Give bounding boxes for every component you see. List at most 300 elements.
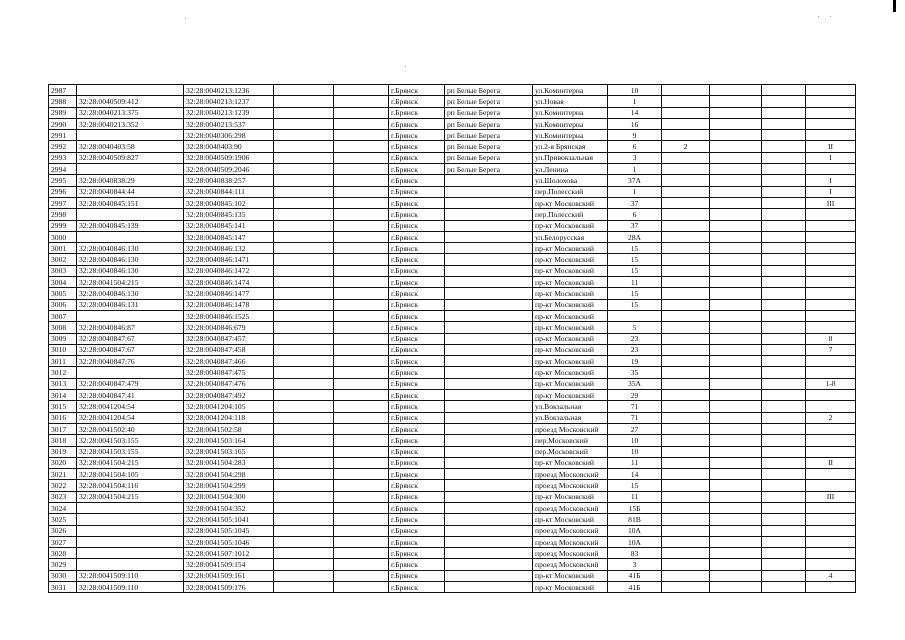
flat-number-cell — [662, 243, 710, 254]
flat-number-cell — [662, 197, 710, 208]
cadastral-number-cell: 32:28:0040846:1472 — [184, 265, 274, 276]
flat-number-cell — [662, 220, 710, 231]
empty-cell — [334, 502, 389, 513]
empty-cell — [334, 446, 389, 457]
row-number-cell: 3030 — [49, 570, 77, 581]
house-number-cell: 15 — [608, 254, 662, 265]
city-cell: г.Брянск — [389, 107, 445, 118]
empty-cell — [274, 390, 334, 401]
cadastral-number-cell: 32:28:0041504:298 — [184, 469, 274, 480]
city-cell: г.Брянск — [389, 435, 445, 446]
house-number-cell: 15Б — [608, 502, 662, 513]
empty-cell — [274, 469, 334, 480]
cadastral-number-cell: 32:28:0041502:58 — [184, 423, 274, 434]
empty-cell — [334, 118, 389, 129]
cadastral-number-cell: 32:28:0040847:492 — [184, 390, 274, 401]
table-row — [49, 164, 856, 175]
room-number-cell — [806, 220, 856, 231]
house-number-cell: 41Б — [608, 570, 662, 581]
settlement-cell — [445, 378, 533, 389]
row-number-cell: 2988 — [49, 96, 77, 107]
empty-cell — [710, 186, 762, 197]
table-row — [49, 390, 856, 401]
empty-cell — [762, 570, 806, 581]
settlement-cell: рп Белые Берега — [445, 107, 533, 118]
cadastral-number-cell: 32:28:0040846:132 — [184, 243, 274, 254]
flat-number-cell — [662, 344, 710, 355]
city-cell: г.Брянск — [389, 536, 445, 547]
house-number-cell: 15 — [608, 288, 662, 299]
house-number-cell: 81В — [608, 514, 662, 525]
row-number-cell: 3016 — [49, 412, 77, 423]
city-cell: г.Брянск — [389, 164, 445, 175]
flat-number-cell — [662, 390, 710, 401]
street-cell: пр-кт Московский — [533, 514, 608, 525]
empty-cell — [762, 243, 806, 254]
settlement-cell — [445, 356, 533, 367]
previous-cadastral-number-cell — [77, 209, 184, 220]
street-cell: пр-кт Московский — [533, 491, 608, 502]
table-row — [49, 243, 856, 254]
row-number-cell: 3009 — [49, 333, 77, 344]
table-row — [49, 220, 856, 231]
settlement-cell — [445, 277, 533, 288]
street-cell: ул.Привокзальная — [533, 152, 608, 163]
flat-number-cell — [662, 536, 710, 547]
row-number-cell: 3017 — [49, 423, 77, 434]
row-number-cell: 3006 — [49, 299, 77, 310]
street-cell: ул.Белорусская — [533, 231, 608, 242]
house-number-cell: 10А — [608, 536, 662, 547]
empty-cell — [274, 570, 334, 581]
street-cell: ул.2-я Брянская — [533, 141, 608, 152]
empty-cell — [334, 85, 389, 96]
city-cell: г.Брянск — [389, 141, 445, 152]
house-number-cell: 37 — [608, 220, 662, 231]
empty-cell — [334, 231, 389, 242]
city-cell: г.Брянск — [389, 96, 445, 107]
row-number-cell: 2999 — [49, 220, 77, 231]
empty-cell — [710, 446, 762, 457]
empty-cell — [274, 367, 334, 378]
row-number-cell: 3000 — [49, 231, 77, 242]
street-cell: пр-кт Московский — [533, 265, 608, 276]
cadastral-number-cell: 32:28:0041507:1012 — [184, 548, 274, 559]
house-number-cell: 15 — [608, 480, 662, 491]
settlement-cell — [445, 401, 533, 412]
empty-cell — [710, 130, 762, 141]
empty-cell — [710, 299, 762, 310]
table-row — [49, 141, 856, 152]
room-number-cell — [806, 469, 856, 480]
table-row — [49, 231, 856, 242]
flat-number-cell — [662, 570, 710, 581]
scan-speck — [405, 66, 406, 67]
cadastral-number-cell: 32:28:0040846:1471 — [184, 254, 274, 265]
street-cell: пер.Московский — [533, 435, 608, 446]
row-number-cell: 3019 — [49, 446, 77, 457]
empty-cell — [274, 265, 334, 276]
room-number-cell: I — [806, 175, 856, 186]
table-row — [49, 118, 856, 129]
previous-cadastral-number-cell: 32:28:0040846:130 — [77, 288, 184, 299]
table-row — [49, 107, 856, 118]
settlement-cell — [445, 480, 533, 491]
table-row — [49, 525, 856, 536]
cadastral-number-cell: 32:28:0040844:111 — [184, 186, 274, 197]
empty-cell — [710, 378, 762, 389]
city-cell: г.Брянск — [389, 130, 445, 141]
street-cell: пр-кт Московский — [533, 367, 608, 378]
empty-cell — [710, 457, 762, 468]
settlement-cell — [445, 322, 533, 333]
empty-cell — [274, 107, 334, 118]
empty-cell — [334, 570, 389, 581]
house-number-cell: 3 — [608, 559, 662, 570]
room-number-cell — [806, 423, 856, 434]
empty-cell — [274, 525, 334, 536]
empty-cell — [274, 423, 334, 434]
cadastral-number-cell: 32:28:0040847:458 — [184, 344, 274, 355]
table-row — [49, 412, 856, 423]
table-row — [49, 570, 856, 581]
previous-cadastral-number-cell: 32:28:0041204:54 — [77, 412, 184, 423]
settlement-cell — [445, 525, 533, 536]
empty-cell — [334, 333, 389, 344]
flat-number-cell — [662, 401, 710, 412]
empty-cell — [274, 536, 334, 547]
row-number-cell: 3031 — [49, 582, 77, 593]
room-number-cell: I — [806, 186, 856, 197]
table-row — [49, 401, 856, 412]
flat-number-cell — [662, 186, 710, 197]
empty-cell — [334, 548, 389, 559]
empty-cell — [762, 344, 806, 355]
previous-cadastral-number-cell: 32:28:0040846:130 — [77, 254, 184, 265]
empty-cell — [334, 299, 389, 310]
empty-cell — [274, 231, 334, 242]
city-cell: г.Брянск — [389, 356, 445, 367]
empty-cell — [274, 186, 334, 197]
city-cell: г.Брянск — [389, 186, 445, 197]
street-cell: пр-кт Московский — [533, 390, 608, 401]
empty-cell — [274, 333, 334, 344]
table-row — [49, 130, 856, 141]
empty-cell — [710, 491, 762, 502]
settlement-cell — [445, 231, 533, 242]
street-cell: пр-кт Московский — [533, 344, 608, 355]
empty-cell — [710, 582, 762, 593]
settlement-cell — [445, 570, 533, 581]
house-number-cell: 1 — [608, 164, 662, 175]
empty-cell — [710, 288, 762, 299]
city-cell: г.Брянск — [389, 570, 445, 581]
empty-cell — [762, 197, 806, 208]
empty-cell — [710, 310, 762, 321]
room-number-cell — [806, 401, 856, 412]
street-cell: проезд Московский — [533, 480, 608, 491]
previous-cadastral-number-cell — [77, 310, 184, 321]
cadastral-number-cell: 32:28:0040213:1239 — [184, 107, 274, 118]
street-cell: пр-кт Московский — [533, 356, 608, 367]
empty-cell — [762, 310, 806, 321]
cadastral-number-cell: 32:28:0041505:1046 — [184, 536, 274, 547]
empty-cell — [274, 85, 334, 96]
flat-number-cell — [662, 175, 710, 186]
previous-cadastral-number-cell — [77, 525, 184, 536]
row-number-cell: 3022 — [49, 480, 77, 491]
house-number-cell: 28А — [608, 231, 662, 242]
empty-cell — [334, 536, 389, 547]
street-cell: ул.Коминтерна — [533, 107, 608, 118]
empty-cell — [710, 435, 762, 446]
city-cell: г.Брянск — [389, 469, 445, 480]
flat-number-cell: 2 — [662, 141, 710, 152]
table-row — [49, 209, 856, 220]
empty-cell — [334, 356, 389, 367]
empty-cell — [334, 412, 389, 423]
cadastral-number-cell: 32:28:0040845:135 — [184, 209, 274, 220]
empty-cell — [710, 164, 762, 175]
house-number-cell: 11 — [608, 277, 662, 288]
city-cell: г.Брянск — [389, 457, 445, 468]
previous-cadastral-number-cell: 32:28:0040847:67 — [77, 333, 184, 344]
settlement-cell — [445, 299, 533, 310]
table-row — [49, 299, 856, 310]
room-number-cell — [806, 243, 856, 254]
house-number-cell: 23 — [608, 333, 662, 344]
cadastral-number-cell: 32:28:0040845:147 — [184, 231, 274, 242]
flat-number-cell — [662, 254, 710, 265]
empty-cell — [710, 344, 762, 355]
empty-cell — [762, 480, 806, 491]
previous-cadastral-number-cell — [77, 367, 184, 378]
settlement-cell — [445, 333, 533, 344]
house-number-cell: 27 — [608, 423, 662, 434]
empty-cell — [274, 118, 334, 129]
city-cell: г.Брянск — [389, 559, 445, 570]
empty-cell — [274, 356, 334, 367]
street-cell: пр-кт Московский — [533, 299, 608, 310]
street-cell: проезд Московский — [533, 469, 608, 480]
empty-cell — [710, 367, 762, 378]
cadastral-number-cell: 32:28:0040306:298 — [184, 130, 274, 141]
settlement-cell — [445, 457, 533, 468]
empty-cell — [762, 254, 806, 265]
table-row — [49, 582, 856, 593]
street-cell: ул.Новая — [533, 96, 608, 107]
empty-cell — [274, 197, 334, 208]
room-number-cell — [806, 310, 856, 321]
house-number-cell: 19 — [608, 356, 662, 367]
previous-cadastral-number-cell: 32:28:0040213:352 — [77, 118, 184, 129]
settlement-cell — [445, 209, 533, 220]
room-number-cell — [806, 390, 856, 401]
row-number-cell: 3023 — [49, 491, 77, 502]
house-number-cell: 71 — [608, 412, 662, 423]
row-number-cell: 3018 — [49, 435, 77, 446]
room-number-cell — [806, 548, 856, 559]
city-cell: г.Брянск — [389, 322, 445, 333]
previous-cadastral-number-cell: 32:28:0040845:151 — [77, 197, 184, 208]
empty-cell — [710, 356, 762, 367]
row-number-cell: 2994 — [49, 164, 77, 175]
street-cell: пр-кт Московский — [533, 457, 608, 468]
flat-number-cell — [662, 548, 710, 559]
empty-cell — [762, 582, 806, 593]
previous-cadastral-number-cell: 32:28:0041503:155 — [77, 446, 184, 457]
empty-cell — [762, 514, 806, 525]
empty-cell — [334, 197, 389, 208]
empty-cell — [334, 457, 389, 468]
empty-cell — [274, 457, 334, 468]
city-cell: г.Брянск — [389, 231, 445, 242]
empty-cell — [274, 559, 334, 570]
previous-cadastral-number-cell: 32:28:0040509:412 — [77, 96, 184, 107]
room-number-cell — [806, 582, 856, 593]
previous-cadastral-number-cell — [77, 502, 184, 513]
settlement-cell — [445, 175, 533, 186]
empty-cell — [762, 469, 806, 480]
empty-cell — [274, 502, 334, 513]
room-number-cell: III — [806, 197, 856, 208]
table-row — [49, 469, 856, 480]
city-cell: г.Брянск — [389, 197, 445, 208]
previous-cadastral-number-cell: 32:28:0040847:67 — [77, 344, 184, 355]
empty-cell — [274, 412, 334, 423]
empty-cell — [334, 96, 389, 107]
empty-cell — [274, 175, 334, 186]
cadastral-number-cell: 32:28:0041505:1045 — [184, 525, 274, 536]
house-number-cell: 16 — [608, 118, 662, 129]
settlement-cell — [445, 186, 533, 197]
street-cell: пер.Московский — [533, 446, 608, 457]
house-number-cell: 35А — [608, 378, 662, 389]
flat-number-cell — [662, 525, 710, 536]
house-number-cell: 71 — [608, 401, 662, 412]
previous-cadastral-number-cell: 32:28:0041503:155 — [77, 435, 184, 446]
empty-cell — [710, 514, 762, 525]
room-number-cell: II — [806, 457, 856, 468]
scan-edge-mark — [893, 0, 896, 12]
empty-cell — [762, 231, 806, 242]
cadastral-number-cell: 32:28:0041509:161 — [184, 570, 274, 581]
empty-cell — [762, 288, 806, 299]
table-row — [49, 435, 856, 446]
city-cell: г.Брянск — [389, 344, 445, 355]
row-number-cell: 3024 — [49, 502, 77, 513]
table-row — [49, 277, 856, 288]
cadastral-number-cell: 32:28:0040213:1236 — [184, 85, 274, 96]
flat-number-cell — [662, 209, 710, 220]
flat-number-cell — [662, 356, 710, 367]
flat-number-cell — [662, 96, 710, 107]
city-cell: г.Брянск — [389, 367, 445, 378]
previous-cadastral-number-cell: 32:28:0041509:110 — [77, 582, 184, 593]
previous-cadastral-number-cell — [77, 85, 184, 96]
empty-cell — [710, 536, 762, 547]
empty-cell — [274, 164, 334, 175]
room-number-cell — [806, 96, 856, 107]
street-cell: пр-кт Московский — [533, 310, 608, 321]
row-number-cell: 3025 — [49, 514, 77, 525]
previous-cadastral-number-cell — [77, 164, 184, 175]
empty-cell — [762, 525, 806, 536]
empty-cell — [762, 152, 806, 163]
house-number-cell: 10 — [608, 446, 662, 457]
flat-number-cell — [662, 152, 710, 163]
table-row — [49, 491, 856, 502]
cadastral-number-cell: 32:28:0041503:165 — [184, 446, 274, 457]
street-cell: пр-кт Московский — [533, 197, 608, 208]
empty-cell — [762, 491, 806, 502]
street-cell: ул.Вокзальная — [533, 412, 608, 423]
street-cell: проезд Московский — [533, 559, 608, 570]
settlement-cell — [445, 310, 533, 321]
settlement-cell — [445, 254, 533, 265]
table-row — [49, 254, 856, 265]
empty-cell — [762, 333, 806, 344]
previous-cadastral-number-cell: 32:28:0041502:40 — [77, 423, 184, 434]
street-cell: проезд Московский — [533, 548, 608, 559]
previous-cadastral-number-cell: 32:28:0041504:215 — [77, 491, 184, 502]
city-cell: г.Брянск — [389, 412, 445, 423]
table-row — [49, 322, 856, 333]
empty-cell — [762, 435, 806, 446]
street-cell: ул.Коминтерна — [533, 130, 608, 141]
empty-cell — [710, 390, 762, 401]
table-row — [49, 548, 856, 559]
room-number-cell — [806, 299, 856, 310]
row-number-cell: 3005 — [49, 288, 77, 299]
room-number-cell — [806, 480, 856, 491]
city-cell: г.Брянск — [389, 514, 445, 525]
settlement-cell — [445, 548, 533, 559]
street-cell: проезд Московский — [533, 502, 608, 513]
settlement-cell: рп Белые Берега — [445, 118, 533, 129]
settlement-cell — [445, 491, 533, 502]
previous-cadastral-number-cell: 32:28:0041504:116 — [77, 480, 184, 491]
empty-cell — [334, 310, 389, 321]
empty-cell — [762, 536, 806, 547]
table-row — [49, 502, 856, 513]
empty-cell — [274, 310, 334, 321]
room-number-cell — [806, 514, 856, 525]
cadastral-number-cell: 32:28:0040846:1474 — [184, 277, 274, 288]
row-number-cell: 3011 — [49, 356, 77, 367]
row-number-cell: 3027 — [49, 536, 77, 547]
cadastral-number-cell: 32:28:0040845:102 — [184, 197, 274, 208]
street-cell: ул.Шолохова — [533, 175, 608, 186]
settlement-cell: рп Белые Берега — [445, 130, 533, 141]
previous-cadastral-number-cell — [77, 514, 184, 525]
empty-cell — [710, 85, 762, 96]
settlement-cell — [445, 412, 533, 423]
empty-cell — [334, 401, 389, 412]
row-number-cell: 3012 — [49, 367, 77, 378]
cadastral-number-cell: 32:28:0040213:1237 — [184, 96, 274, 107]
room-number-cell — [806, 164, 856, 175]
cadastral-number-cell: 32:28:0040213:537 — [184, 118, 274, 129]
row-number-cell: 2998 — [49, 209, 77, 220]
settlement-cell — [445, 423, 533, 434]
table-row — [49, 152, 856, 163]
row-number-cell: 3026 — [49, 525, 77, 536]
flat-number-cell — [662, 480, 710, 491]
street-cell: пер.Полесский — [533, 186, 608, 197]
previous-cadastral-number-cell: 32:28:0041504:105 — [77, 469, 184, 480]
table-row — [49, 310, 856, 321]
